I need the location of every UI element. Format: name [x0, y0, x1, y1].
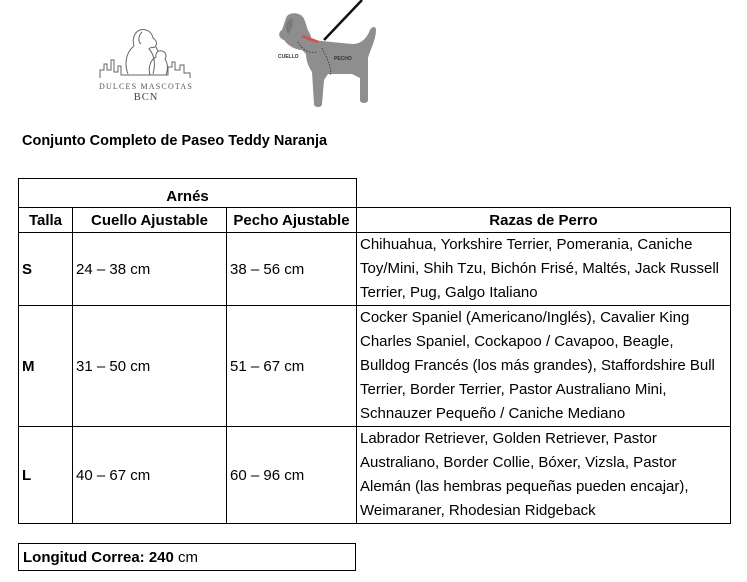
size-table — [18, 178, 731, 524]
talla-cell: M — [19, 306, 73, 427]
razas-cell: Labrador Retriever, Golden Retriever, Pastor Australiano, Border Collie, Bóxer, Vizsla, Pastor Alemán (las hembras pequeñas pueden encajar), Weimaraner, Rhodesian Ridgeback — [357, 427, 731, 524]
cuello-cell: 40 – 67 cm — [73, 427, 227, 524]
razas-cell: Cocker Spaniel (Americano/Inglés), Cavalier King Charles Spaniel, Cockapoo / Cavapoo, Beagle, Bulldog Francés (los más grandes), Staffordshire Bull Terrier, Border Terrier, Pastor Australiano Mini, Schnauzer Pequeño / Caniche Mediano — [357, 306, 731, 427]
header-razas: Razas de Perro — [357, 208, 731, 233]
header-cuello: Cuello Ajustable — [73, 208, 227, 233]
strap-unit: cm — [178, 549, 199, 566]
brand-logo — [98, 20, 194, 106]
cuello-cell: 24 – 38 cm — [73, 233, 227, 306]
dogs-and-skyline-icon — [98, 20, 194, 82]
table-row — [19, 233, 731, 306]
chest-label: PECHO — [334, 56, 352, 62]
neck-label: CUELLO — [278, 54, 299, 60]
cuello-cell: 31 – 50 cm — [73, 306, 227, 427]
strap-value: 240 — [148, 549, 174, 566]
dog-measurement-figure — [272, 0, 382, 110]
pecho-cell: 60 – 96 cm — [227, 427, 357, 524]
strap-length-box — [18, 543, 356, 571]
page-title: Conjunto Completo de Paseo Teddy Naranja — [22, 133, 328, 149]
pecho-cell: 51 – 67 cm — [227, 306, 357, 427]
header-pecho: Pecho Ajustable — [227, 208, 357, 233]
table-row — [19, 427, 731, 524]
razas-cell: Chihuahua, Yorkshire Terrier, Pomerania, Caniche Toy/Mini, Shih Tzu, Bichón Frisé, Maltés, Jack Russell Terrier, Pug, Galgo Italiano — [357, 233, 731, 306]
brand-city: BCN — [133, 92, 159, 103]
talla-cell: S — [19, 233, 73, 306]
header-talla: Talla — [19, 208, 73, 233]
table-row — [19, 306, 731, 427]
harness-group-header: Arnés — [19, 179, 357, 208]
table-header-row — [19, 208, 731, 233]
pecho-cell: 38 – 56 cm — [227, 233, 357, 306]
talla-cell: L — [19, 427, 73, 524]
brand-name: DULCES MASCOTAS — [98, 82, 194, 91]
table-group-header-row — [19, 179, 731, 208]
strap-label: Longitud Correa: — [23, 549, 145, 566]
